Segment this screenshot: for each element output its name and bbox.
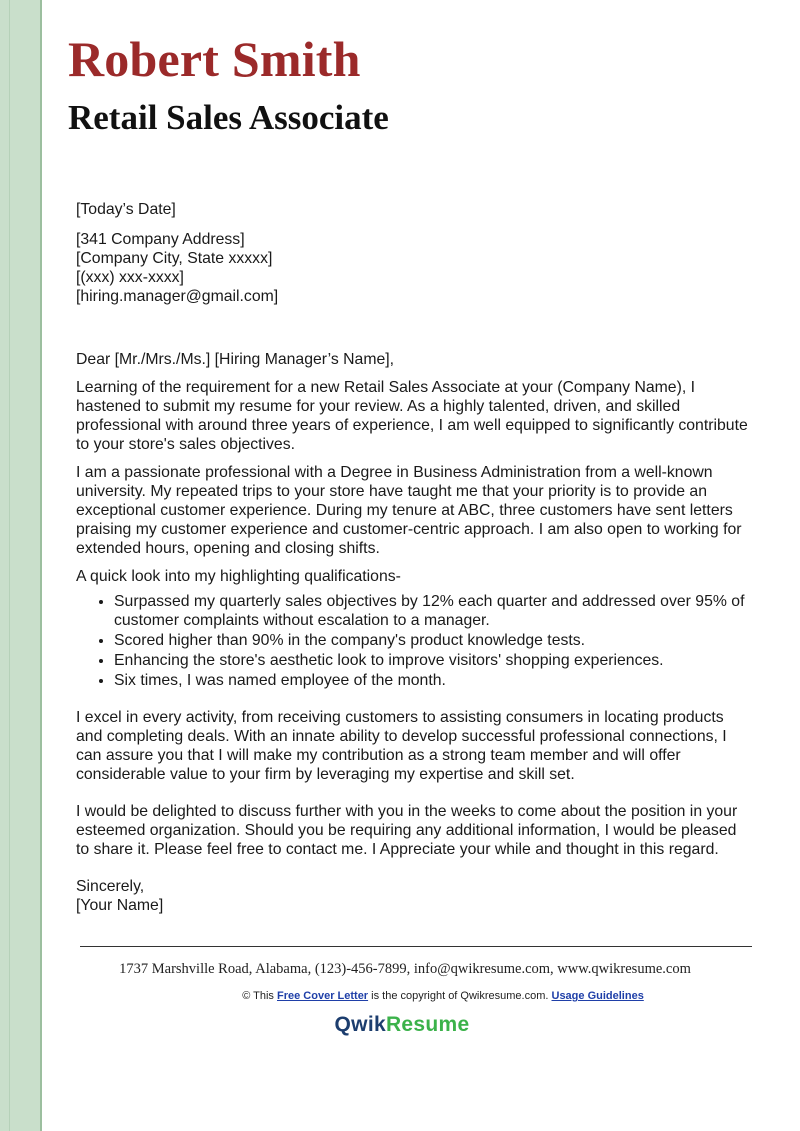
logo-part-resume: Resume xyxy=(385,1013,470,1036)
list-item: • Scored higher than 90% in the company's product knowledge tests. xyxy=(114,631,752,650)
signature-name: [Your Name] xyxy=(76,897,164,914)
signature-block xyxy=(76,877,752,915)
paragraph-closing: I would be delighted to discuss further with you in the weeks to come about the position in your esteemed organization. Should you be requiring any additional information, I would be pleased to share it. Please feel free to contact me. I Appreciate your while and thought in this regard. xyxy=(76,803,738,858)
recipient-address xyxy=(76,230,752,306)
logo-part-qwik: Qwik xyxy=(334,1013,386,1036)
address-line: [341 Company Address] xyxy=(76,231,245,248)
letter-body xyxy=(76,200,752,915)
list-item: • Enhancing the store's aesthetic look to improve visitors' shopping experiences. xyxy=(114,651,752,670)
qualifications-intro: A quick look into my highlighting qualifications- xyxy=(76,568,401,585)
usage-guidelines-link[interactable]: Usage Guidelines xyxy=(551,990,644,1002)
address-line: [(xxx) xxx-xxxx] xyxy=(76,269,184,286)
letter-date: [Today’s Date] xyxy=(76,201,176,218)
salutation: Dear [Mr./Mrs./Ms.] [Hiring Manager’s Name], xyxy=(76,351,395,368)
copyright-middle: is the copyright of Qwikresume.com. xyxy=(368,990,552,1002)
job-title: Retail Sales Associate xyxy=(68,98,389,137)
address-line: [Company City, State xxxxx] xyxy=(76,250,273,267)
copyright-notice xyxy=(0,990,800,1002)
paragraph-skills: I excel in every activity, from receiving customers to assisting consumers in locating products and completing deals. With an innate ability to develop successful professional connections, I can assure you that I will make my contribution as a strong team member and will offer considerable value to your firm by leveraging my expertise and skill set. xyxy=(76,709,727,783)
list-item: • Surpassed my quarterly sales objectives by 12% each quarter and addressed over 95% of customer complaints without escalation to a manager. xyxy=(114,592,752,630)
list-item: • Six times, I was named employee of the month. xyxy=(114,671,752,690)
applicant-name: Robert Smith xyxy=(68,31,361,87)
qualifications-list xyxy=(76,592,752,690)
footer-divider xyxy=(80,946,752,947)
free-cover-letter-link[interactable]: Free Cover Letter xyxy=(277,990,369,1002)
qwikresume-logo[interactable] xyxy=(0,1013,800,1037)
address-line: [hiring.manager@gmail.com] xyxy=(76,288,279,305)
copyright-prefix: © This xyxy=(242,990,277,1002)
footer-address: 1737 Marshville Road, Alabama, (123)-456-7899, info@qwikresume.com, www.qwikresume.com xyxy=(119,961,691,977)
closing: Sincerely, xyxy=(76,878,145,895)
paragraph-background: I am a passionate professional with a Degree in Business Administration from a well-known university. My repeated trips to your store have taught me that your priority is to provide an exceptional customer experience. During my tenure at ABC, three customers have sent letters praising my customer experience and customer-centric approach. I am also open to working for extended hours, opening and closing shifts. xyxy=(76,464,742,557)
paragraph-intro: Learning of the requirement for a new Retail Sales Associate at your (Company Name), I hastened to submit my resume for your review. As a highly talented, driven, and skilled professional with around three years of experience, I am well equipped to significantly contribute to your store's sales objectives. xyxy=(76,379,748,453)
